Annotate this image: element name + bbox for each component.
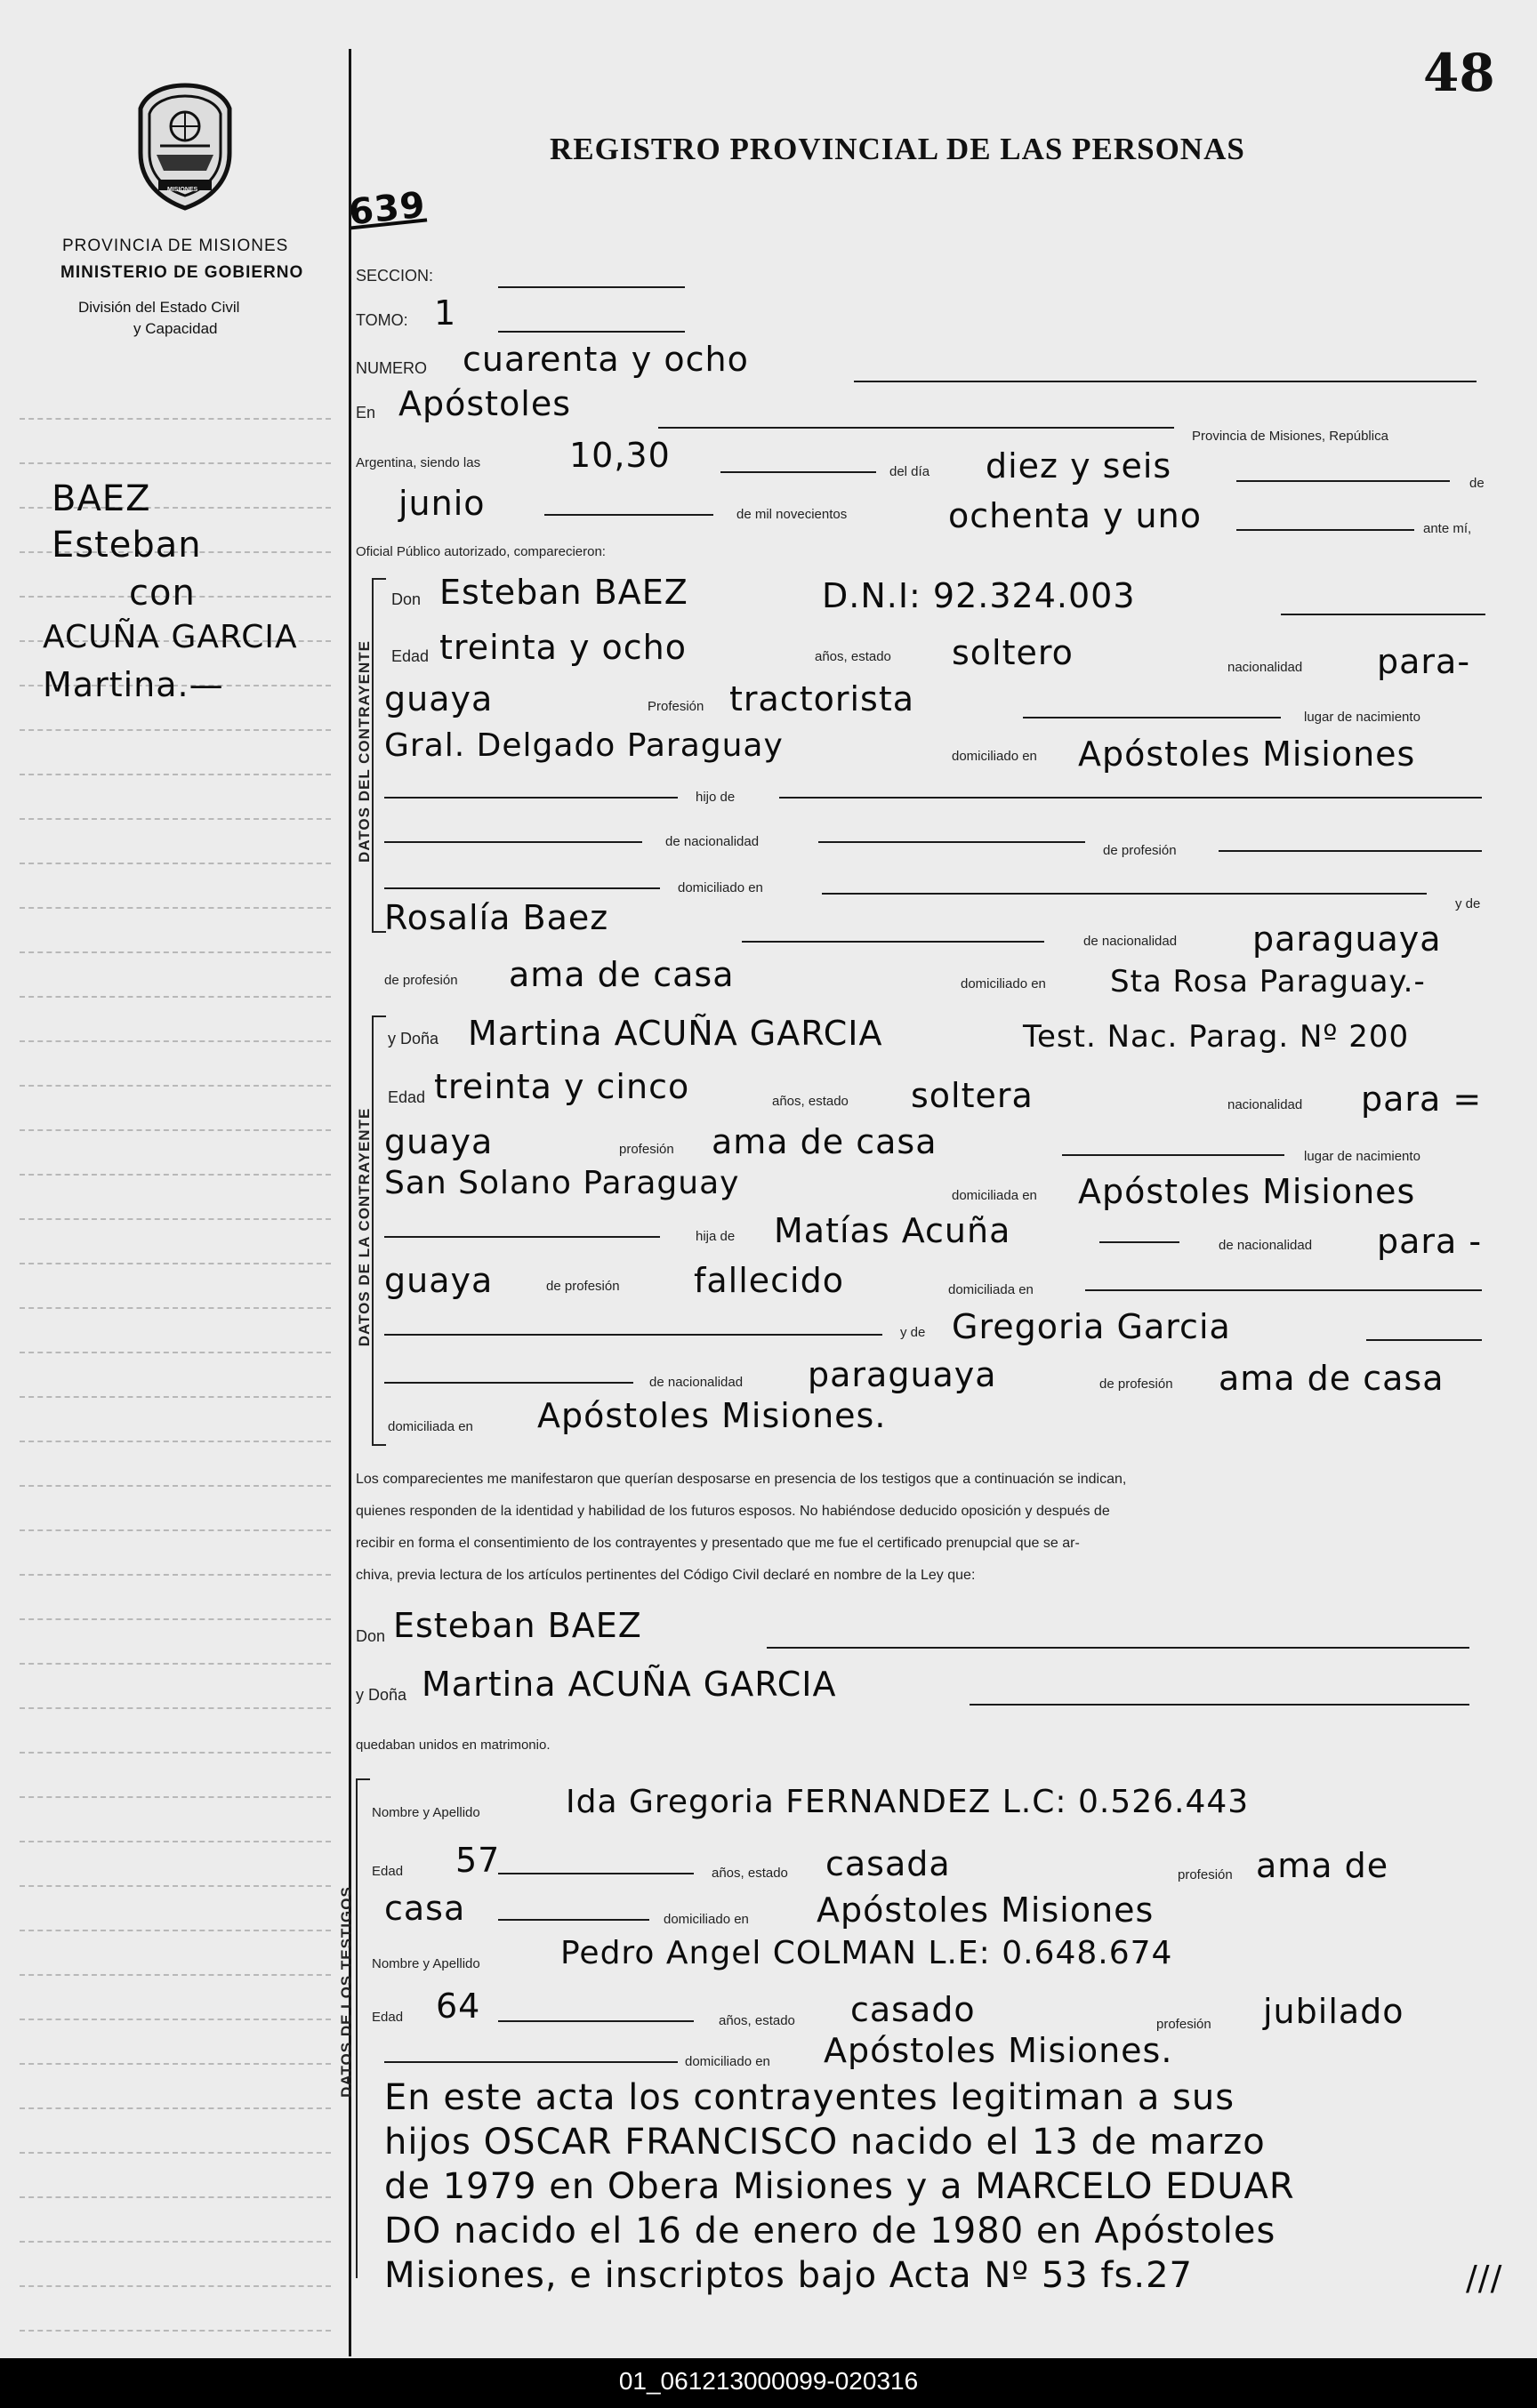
- numero-label: NUMERO: [356, 359, 427, 377]
- dom-line-1: [384, 887, 660, 889]
- en-label: En: [356, 404, 376, 421]
- t2-prof: jubilado: [1263, 1992, 1404, 2031]
- ministry-label: MINISTERIO DE GOBIERNO: [60, 263, 304, 282]
- margin-ruled-line: [20, 1040, 331, 1042]
- province-seal: [132, 82, 238, 211]
- hija-label: hija de: [696, 1229, 736, 1244]
- margin-ruled-line: [20, 2241, 331, 2243]
- page-number: 48: [1423, 43, 1495, 103]
- t2-dom: Apóstoles Misiones.: [824, 2031, 1173, 2070]
- madre-dom-label: domiciliado en: [961, 976, 1046, 991]
- hija-line: [384, 1236, 660, 1238]
- profesion-label: Profesión: [648, 699, 704, 714]
- lugar-label: lugar de nacimiento: [1304, 710, 1420, 725]
- t2-nombre: Pedro Angel COLMAN L.E: 0.648.674: [560, 1935, 1173, 1971]
- ante-label: ante mí,: [1423, 521, 1472, 536]
- decl-dona: Martina ACUÑA GARCIA: [422, 1665, 837, 1704]
- prof-line: [1219, 850, 1482, 852]
- hora-line: [720, 471, 876, 473]
- anio-line: [1236, 529, 1414, 531]
- de-mil-label: de mil novecientos: [736, 507, 848, 522]
- t1-anos-label: años, estado: [712, 1866, 788, 1881]
- t1-estado: casada: [825, 1844, 951, 1883]
- margin-ruled-line: [20, 1085, 331, 1087]
- contrayenta-madre-dom: Apóstoles Misiones.: [537, 1396, 887, 1435]
- t1-dom-line: [498, 1919, 649, 1921]
- dom-line-2: [822, 893, 1427, 895]
- division-label-2: y Capacidad: [133, 320, 218, 337]
- padre-dom-label: domiciliada en: [948, 1282, 1034, 1297]
- margin-ruled-line: [20, 2196, 331, 2198]
- page-title: REGISTRO PROVINCIAL DE LAS PERSONAS: [550, 132, 1245, 166]
- hijo-line-1: [384, 797, 678, 799]
- margin-ruled-line: [20, 1352, 331, 1353]
- contrayente-madre-nac: paraguaya: [1252, 919, 1442, 959]
- tomo-line: [498, 331, 685, 333]
- note-line2: hijos OSCAR FRANCISCO nacido el 13 de marzo: [384, 2122, 1266, 2163]
- hijo-line-2: [779, 797, 1482, 799]
- t1-dom: Apóstoles Misiones: [817, 1890, 1155, 1930]
- contrayente-madre-dom: Sta Rosa Paraguay.-: [1110, 964, 1426, 999]
- contrayenta-madre-nac: paraguaya: [808, 1355, 997, 1394]
- contrayente-madre-prof: ama de casa: [509, 955, 735, 994]
- t1-edad-line: [498, 1873, 694, 1874]
- numero-line: [854, 381, 1477, 382]
- tomo-label: TOMO:: [356, 311, 408, 329]
- margin-note-line2: Esteban: [52, 525, 202, 566]
- anio-value: ochenta y uno: [948, 496, 1202, 535]
- note-line1: En este acta los contrayentes legitiman a sus: [384, 2077, 1235, 2118]
- t1-nombre-label: Nombre y Apellido: [372, 1805, 480, 1820]
- margin-ruled-line: [20, 2152, 331, 2154]
- margin-ruled-line: [20, 1174, 331, 1176]
- margin-ruled-line: [20, 2330, 331, 2332]
- margin-ruled-line: [20, 1841, 331, 1842]
- del-dia-label: del día: [889, 464, 930, 479]
- y-de-label: y de: [1455, 896, 1481, 911]
- margin-ruled-line: [20, 1574, 331, 1576]
- margin-ruled-line: [20, 1752, 331, 1754]
- contrayenta-section-label: DATOS DE LA CONTRAYENTE: [356, 1107, 373, 1347]
- don-label: Don: [391, 590, 422, 608]
- contrayenta-padre-nac-1: para -: [1377, 1222, 1483, 1261]
- t1-profesion-label: profesión: [1178, 1867, 1233, 1882]
- division-label: División del Estado Civil: [78, 299, 240, 316]
- decl-dona-label: y Doña: [356, 1686, 407, 1704]
- provincia-label: Provincia de Misiones, República: [1192, 429, 1388, 444]
- en-value: Apóstoles: [398, 384, 572, 423]
- margin-ruled-line: [20, 1396, 331, 1398]
- margin-ruled-line: [20, 2285, 331, 2287]
- dona-label: y Doña: [388, 1030, 439, 1047]
- tomo-value: 1: [434, 293, 457, 333]
- margin-ruled-line: [20, 907, 331, 909]
- padre-dom-line: [1085, 1289, 1482, 1291]
- padre-line: [1099, 1241, 1179, 1243]
- decl-don-line: [767, 1647, 1469, 1649]
- margin-ruled-line: [20, 2063, 331, 2065]
- t1-edad: 57: [455, 1841, 501, 1880]
- margin-ruled-line: [20, 1930, 331, 1931]
- margin-ruled-line: [20, 1441, 331, 1442]
- madre-line: [742, 941, 1044, 943]
- margin-ruled-line: [20, 462, 331, 464]
- nac-line-2: [818, 841, 1085, 843]
- margin-ruled-line: [20, 2107, 331, 2109]
- margin-note-line3: con: [129, 573, 196, 614]
- decl-dona-line: [970, 1704, 1469, 1706]
- margin-ruled-line: [20, 1129, 331, 1131]
- anos-estado-label-2: años, estado: [772, 1094, 849, 1109]
- nac-line-1: [384, 841, 642, 843]
- argentina-label: Argentina, siendo las: [356, 455, 481, 470]
- t2-nombre-label: Nombre y Apellido: [372, 1956, 480, 1971]
- contrayenta-estado: soltera: [911, 1076, 1034, 1115]
- margin-ruled-line: [20, 818, 331, 820]
- margin-ruled-line: [20, 951, 331, 953]
- decl-don: Esteban BAEZ: [393, 1606, 642, 1645]
- t1-dom-label: domiciliado en: [664, 1912, 749, 1927]
- contrayenta-padre-nac-2: guaya: [384, 1261, 494, 1300]
- note-line3: de 1979 en Obera Misiones y a MARCELO EDUAR: [384, 2166, 1295, 2207]
- oficial-label: Oficial Público autorizado, comparecieron:: [356, 544, 606, 559]
- t2-edad: 64: [436, 1987, 481, 2026]
- en-line: [658, 427, 1174, 429]
- contrayenta-padre-prof: fallecido: [694, 1261, 844, 1300]
- t2-dom-line: [384, 2061, 678, 2063]
- contrayente-estado: soltero: [952, 633, 1074, 672]
- madre-prof-label-2: de profesión: [1099, 1377, 1173, 1392]
- madre-nac-label-2: de nacionalidad: [649, 1375, 744, 1390]
- contrayente-dni: D.N.I: 92.324.003: [822, 576, 1136, 615]
- t2-anos-label: años, estado: [719, 2013, 795, 2028]
- y-de-label-2: y de: [900, 1325, 926, 1340]
- register-stamp: 639: [346, 184, 428, 234]
- footer-id: 01_061213000099-020316: [618, 2367, 919, 2395]
- seal-label: MISIONES: [167, 187, 198, 193]
- domiciliada-label: domiciliada en: [952, 1188, 1037, 1203]
- t2-estado: casado: [850, 1990, 976, 2029]
- numero-value: cuarenta y ocho: [463, 340, 749, 379]
- domiciliado-en-label: domiciliado en: [678, 880, 763, 895]
- madre-nac-line: [384, 1382, 633, 1384]
- padre-prof-label: de profesión: [546, 1279, 620, 1294]
- contrayente-edad: treinta y ocho: [439, 628, 688, 667]
- note-line5: Misiones, e inscriptos bajo Acta Nº 53 fs.27: [384, 2255, 1193, 2296]
- decl-don-label: Don: [356, 1627, 386, 1645]
- t2-dom-label: domiciliado en: [685, 2054, 770, 2069]
- declaration-line2: quienes responden de la identidad y habilidad de los futuros esposos. No habiéndose deducido oposición y después de: [356, 1504, 1110, 1519]
- anos-estado-label: años, estado: [815, 649, 891, 664]
- seccion-line: [498, 286, 685, 288]
- contrayente-nombre: Esteban BAEZ: [439, 573, 688, 612]
- declaration-line4: chiva, previa lectura de los artículos pertinentes del Código Civil declaré en nombre de la Ley que:: [356, 1568, 976, 1583]
- contrayenta-profesion: ama de casa: [712, 1122, 937, 1161]
- margin-ruled-line: [20, 1707, 331, 1709]
- madre-line-2a: [384, 1334, 882, 1336]
- hijo-label: hijo de: [696, 790, 736, 805]
- t2-edad-line: [498, 2020, 694, 2022]
- de-label: de: [1469, 476, 1485, 491]
- de-prof-label: de profesión: [1103, 843, 1177, 858]
- declaration-line1: Los comparecientes me manifestaron que querían desposarse en presencia de los testigos que a continuación se indican,: [356, 1472, 1127, 1487]
- margin-ruled-line: [20, 996, 331, 998]
- margin-ruled-line: [20, 1885, 331, 1887]
- margin-ruled-line: [20, 863, 331, 864]
- seccion-label: SECCION:: [356, 267, 434, 285]
- contrayenta-nac-2: guaya: [384, 1122, 494, 1161]
- margin-ruled-line: [20, 1263, 331, 1264]
- margin-ruled-line: [20, 1218, 331, 1220]
- contrayenta-doc: Test. Nac. Parag. Nº 200: [1023, 1019, 1410, 1055]
- de-nac-label: de nacionalidad: [665, 834, 760, 849]
- note-end-mark: ///: [1466, 2259, 1503, 2298]
- dia-value: diez y seis: [986, 446, 1172, 486]
- don-line: [1281, 614, 1485, 615]
- t1-prof-2: casa: [384, 1889, 466, 1928]
- margin-ruled-line: [20, 2019, 331, 2020]
- profesion-line-2: [1062, 1154, 1284, 1156]
- t2-edad-label: Edad: [372, 2010, 404, 2025]
- padre-nac-label: de nacionalidad: [1219, 1238, 1313, 1253]
- margin-ruled-line: [20, 1663, 331, 1665]
- mes-value: junio: [398, 484, 486, 523]
- margin-ruled-line: [20, 1796, 331, 1798]
- nacionalidad-label: nacionalidad: [1227, 660, 1303, 675]
- margin-ruled-line: [20, 1485, 331, 1487]
- madre-line-2b: [1366, 1339, 1482, 1341]
- lugar-label-2: lugar de nacimiento: [1304, 1149, 1420, 1164]
- contrayente-nac-1: para-: [1377, 642, 1471, 681]
- domiciliado-label: domiciliado en: [952, 749, 1037, 764]
- madre-nac-label: de nacionalidad: [1083, 934, 1178, 949]
- contrayenta-nombre: Martina ACUÑA GARCIA: [468, 1014, 883, 1053]
- contrayenta-edad: treinta y cinco: [434, 1067, 690, 1106]
- hora-value: 10,30: [569, 436, 671, 475]
- contrayente-profesion: tractorista: [729, 679, 915, 718]
- t1-edad-label: Edad: [372, 1864, 404, 1879]
- margin-ruled-line: [20, 1529, 331, 1531]
- madre-dom-label-2: domiciliada en: [388, 1419, 473, 1434]
- contrayenta-madre-prof: ama de casa: [1219, 1359, 1444, 1398]
- province-label: PROVINCIA DE MISIONES: [62, 237, 289, 255]
- contrayente-section-label: DATOS DEL CONTRAYENTE: [356, 640, 373, 863]
- contrayente-domicilio: Apóstoles Misiones: [1078, 734, 1416, 774]
- testigos-section-label: DATOS DE LOS TESTIGOS: [338, 1886, 355, 2098]
- madre-prof-label: de profesión: [384, 973, 458, 988]
- margin-ruled-line: [20, 729, 331, 731]
- nacionalidad-label-2: nacionalidad: [1227, 1097, 1303, 1112]
- contrayenta-padre: Matías Acuña: [774, 1211, 1011, 1250]
- contrayenta-domicilio: Apóstoles Misiones: [1078, 1172, 1416, 1211]
- unidos-label: quedaban unidos en matrimonio.: [356, 1738, 551, 1753]
- t1-prof-1: ama de: [1256, 1846, 1389, 1885]
- margin-ruled-line: [20, 418, 331, 420]
- declaration-line3: recibir en forma el consentimiento de los contrayentes y presentado que me fue el certificado prenupcial que se ar-: [356, 1536, 1080, 1551]
- mes-line: [544, 514, 713, 516]
- contrayente-lugar: Gral. Delgado Paraguay: [384, 727, 784, 764]
- margin-note-line4: ACUÑA GARCIA: [43, 619, 298, 655]
- contrayente-madre: Rosalía Baez: [384, 898, 609, 937]
- testigos-bracket: [356, 1778, 370, 2278]
- t2-profesion-label: profesión: [1156, 2017, 1211, 2032]
- profesion-label-2: profesión: [619, 1142, 674, 1157]
- edad-label: Edad: [391, 647, 430, 665]
- note-line4: DO nacido el 16 de enero de 1980 en Apóstoles: [384, 2211, 1276, 2251]
- margin-ruled-line: [20, 1974, 331, 1976]
- contrayenta-madre: Gregoria Garcia: [952, 1307, 1231, 1346]
- edad-label-2: Edad: [388, 1088, 426, 1106]
- margin-ruled-line: [20, 1307, 331, 1309]
- profesion-line: [1023, 717, 1281, 718]
- margin-ruled-line: [20, 774, 331, 775]
- margin-note-line5: Martina.—: [43, 665, 224, 704]
- footer-bar: [0, 2358, 1537, 2408]
- t1-nombre: Ida Gregoria FERNANDEZ L.C: 0.526.443: [566, 1784, 1250, 1820]
- margin-note-line1: BAEZ: [52, 478, 151, 519]
- contrayente-nac-2: guaya: [384, 679, 494, 718]
- margin-ruled-line: [20, 1618, 331, 1620]
- contrayenta-lugar: San Solano Paraguay: [384, 1165, 740, 1201]
- dia-line: [1236, 480, 1450, 482]
- contrayenta-nac-1: para =: [1361, 1080, 1483, 1119]
